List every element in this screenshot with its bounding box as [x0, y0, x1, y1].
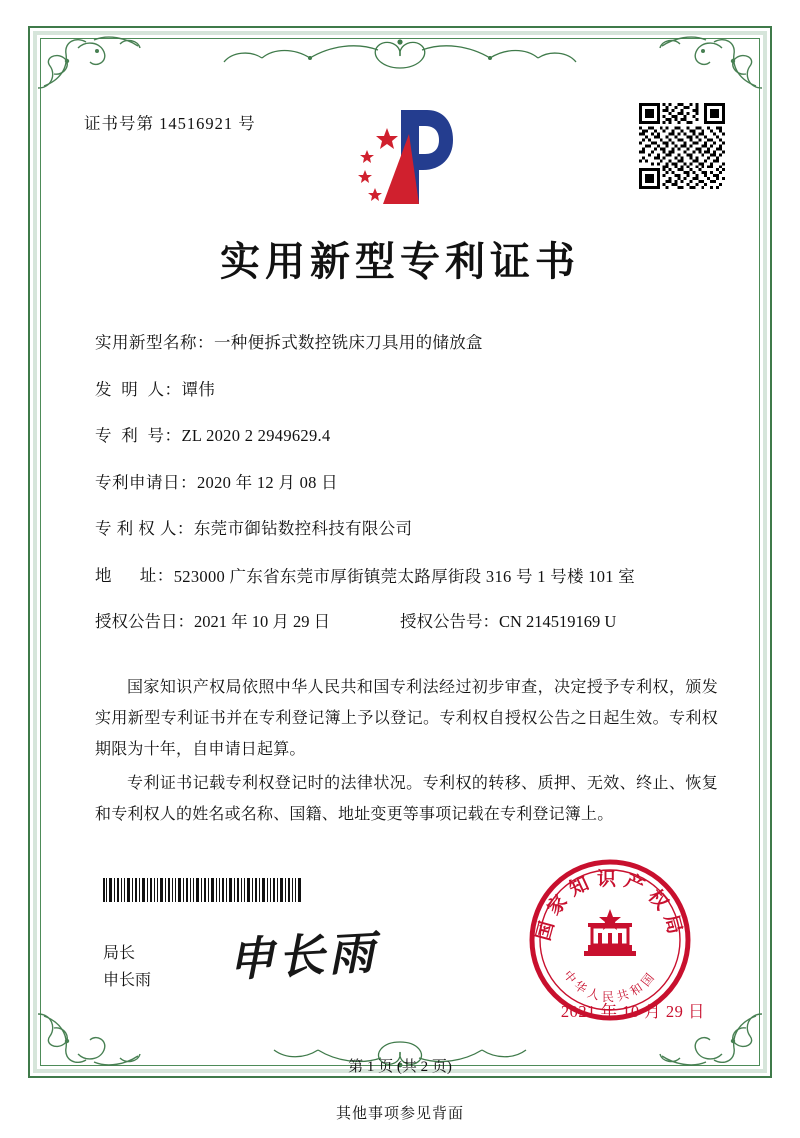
svg-text:国家知识产权局: 国家知识产权局 — [533, 869, 687, 944]
field-label: 地 址： — [95, 565, 174, 585]
field-address — [95, 563, 720, 592]
notice-date-value: 2021 年 10 月 29 日 — [194, 611, 331, 631]
body-text — [95, 672, 718, 832]
body-paragraph-1: 国家知识产权局依照中华人民共和国专利法经过初步审查，决定授予专利权，颁发实用新型专利证书并在专利登记簿上予以登记。专利权自授权公告之日起生效。专利权期限为十年，自申请日起算。 — [95, 679, 718, 759]
field-application-date — [95, 470, 720, 496]
notice-date-group — [95, 609, 400, 635]
field-grant-notice — [95, 609, 720, 635]
field-label: 专利申请日： — [95, 472, 197, 492]
qr-code — [639, 103, 725, 189]
notice-date-label: 授权公告日： — [95, 611, 194, 631]
field-list — [95, 330, 720, 650]
field-value: ZL 2020 2 2949629.4 — [181, 426, 331, 446]
field-inventor — [95, 377, 720, 403]
director-name-label: 申长雨 — [103, 972, 152, 990]
page-title: 实用新型专利证书 — [220, 239, 580, 284]
notice-number-label: 授权公告号： — [400, 611, 499, 631]
field-label: 专 利 权 人： — [95, 519, 194, 539]
field-value: 523000 广东省东莞市厚街镇莞太路厚街段 316 号 1 号楼 101 室 — [173, 566, 636, 586]
field-utility-model-name — [95, 330, 720, 356]
corner-flourish-icon — [646, 30, 766, 92]
cnipa-logo-icon — [349, 104, 459, 210]
field-label: 专 利 号： — [95, 426, 182, 446]
notice-number-value: CN 214519169 U — [499, 611, 617, 631]
field-patent-number — [95, 423, 720, 449]
director-title-label: 局长 — [103, 945, 136, 962]
seal-date: 2021 年 10 月 29 日 — [560, 1002, 705, 1021]
page-number: 第 1 页 (共 2 页) — [348, 1059, 452, 1075]
signature-block — [103, 940, 151, 994]
corner-flourish-icon — [34, 30, 154, 92]
top-garland-icon — [170, 28, 630, 72]
field-patentee — [95, 516, 720, 542]
field-label: 发 明 人： — [95, 379, 182, 399]
certificate-number: 证书号第 14516921 号 — [84, 114, 256, 133]
notice-number-group — [400, 609, 720, 635]
barcode — [103, 878, 303, 902]
field-value: 东莞市御钻数控科技有限公司 — [193, 519, 413, 539]
field-label: 实用新型名称： — [95, 333, 214, 352]
svg-text:中华人民共和国: 中华人民共和国 — [560, 967, 660, 1004]
body-paragraph-2: 专利证书记载专利权登记时的法律状况。专利权的转移、质押、无效、终止、恢复和专利权人的姓名或名称、国籍、地址变更等事项记载在专利登记簿上。 — [95, 774, 718, 823]
field-value: 谭伟 — [181, 379, 216, 399]
footer-note: 其他事项参见背面 — [335, 1106, 464, 1122]
field-value: 一种便拆式数控铣床刀具用的储放盒 — [214, 333, 483, 352]
field-value: 2020 年 12 月 08 日 — [197, 472, 338, 492]
handwritten-signature: 申长雨 — [226, 927, 380, 986]
